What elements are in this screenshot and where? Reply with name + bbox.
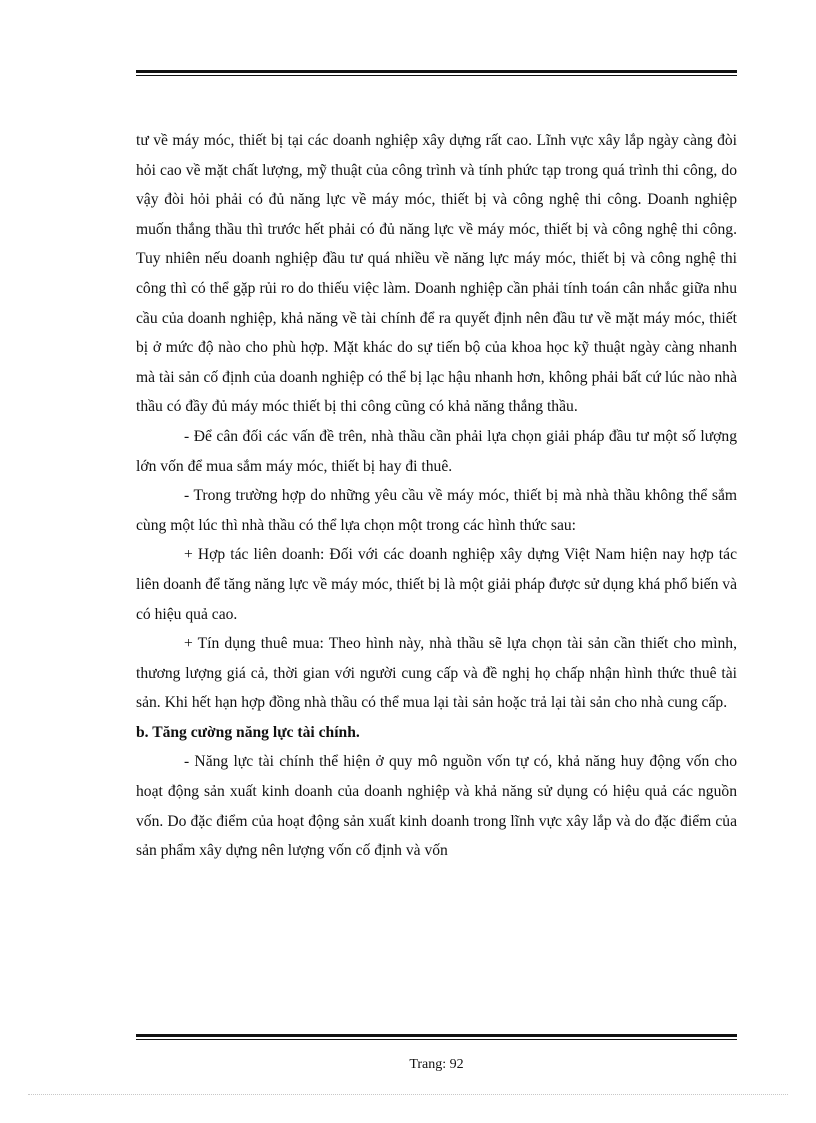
page-number: Trang: 92: [409, 1057, 464, 1072]
header-rule: [136, 70, 737, 76]
section-heading: b. Tăng cường năng lực tài chính.: [136, 723, 360, 741]
footer-rule: [136, 1034, 737, 1040]
paragraph-6: - Năng lực tài chính thể hiện ở quy mô nguồn vốn tự có, khả năng huy động vốn cho hoạt động sản xuất kinh doanh của doanh nghiệp và khả năng sử dụng có hiệu quả các nguồn vốn. Do đặc điểm của hoạt động sản xuất kinh doanh trong lĩnh vực xây lắp và do đặc điểm của sản phẩm xây dựng nên lượng vốn cố định và vốn: [136, 753, 737, 860]
page-body: [136, 126, 737, 866]
paragraph-5: + Tín dụng thuê mua: Theo hình này, nhà thầu sẽ lựa chọn tài sản cần thiết cho mình, thương lượng giá cả, thời gian với người cung cấp và đề nghị họ chấp nhận hình thức thuê tài sản. Khi hết hạn hợp đồng nhà thầu có thể mua lại tài sản hoặc trả lại tài sản cho nhà cung cấp.: [136, 635, 737, 712]
paragraph-2: - Để cân đối các vấn đề trên, nhà thầu cần phải lựa chọn giải pháp đầu tư một số lượng lớn vốn để mua sắm máy móc, thiết bị hay đi thuê.: [136, 427, 737, 475]
paragraph-3: - Trong trường hợp do những yêu cầu về máy móc, thiết bị mà nhà thầu không thể sắm cùng một lúc thì nhà thầu có thể lựa chọn một trong các hình thức sau:: [136, 487, 737, 534]
paragraph-4: + Hợp tác liên doanh: Đối với các doanh nghiệp xây dựng Việt Nam hiện nay hợp tác liên doanh để tăng năng lực về máy móc, thiết bị là một giải pháp được sử dụng khá phổ biến và có hiệu quả cao.: [136, 546, 737, 623]
paragraph-1: tư về máy móc, thiết bị tại các doanh nghiệp xây dựng rất cao. Lĩnh vực xây lắp ngày càng đòi hỏi cao về mặt chất lượng, mỹ thuật của công trình và tính phức tạp trong quá trình thi công, do vậy đòi hỏi phải có đủ năng lực về máy móc, thiết bị và công nghệ thi công. Doanh nghiệp muốn thắng thầu thì trước hết phải có đủ năng lực về máy móc, thiết bị và công nghệ thi công. Tuy nhiên nếu doanh nghiệp đầu tư quá nhiều về năng lực máy móc, thiết bị và công nghệ thi công thì có thể gặp rủi ro do thiếu việc làm. Doanh nghiệp cần phải tính toán cân nhắc giữa nhu cầu của doanh nghiệp, khả năng về tài chính để ra quyết định nên đầu tư về mặt máy móc, thiết bị ở mức độ nào cho phù hợp. Mặt khác do sự tiến bộ của khoa học kỹ thuật ngày càng nhanh mà tài sản cố định của doanh nghiệp có thể bị lạc hậu nhanh hơn, không phải bất cứ lúc nào nhà thầu có đầy đủ máy móc thiết bị thi công cũng có khả năng thắng thầu.: [136, 132, 737, 416]
page-edge-divider: [28, 1094, 788, 1095]
